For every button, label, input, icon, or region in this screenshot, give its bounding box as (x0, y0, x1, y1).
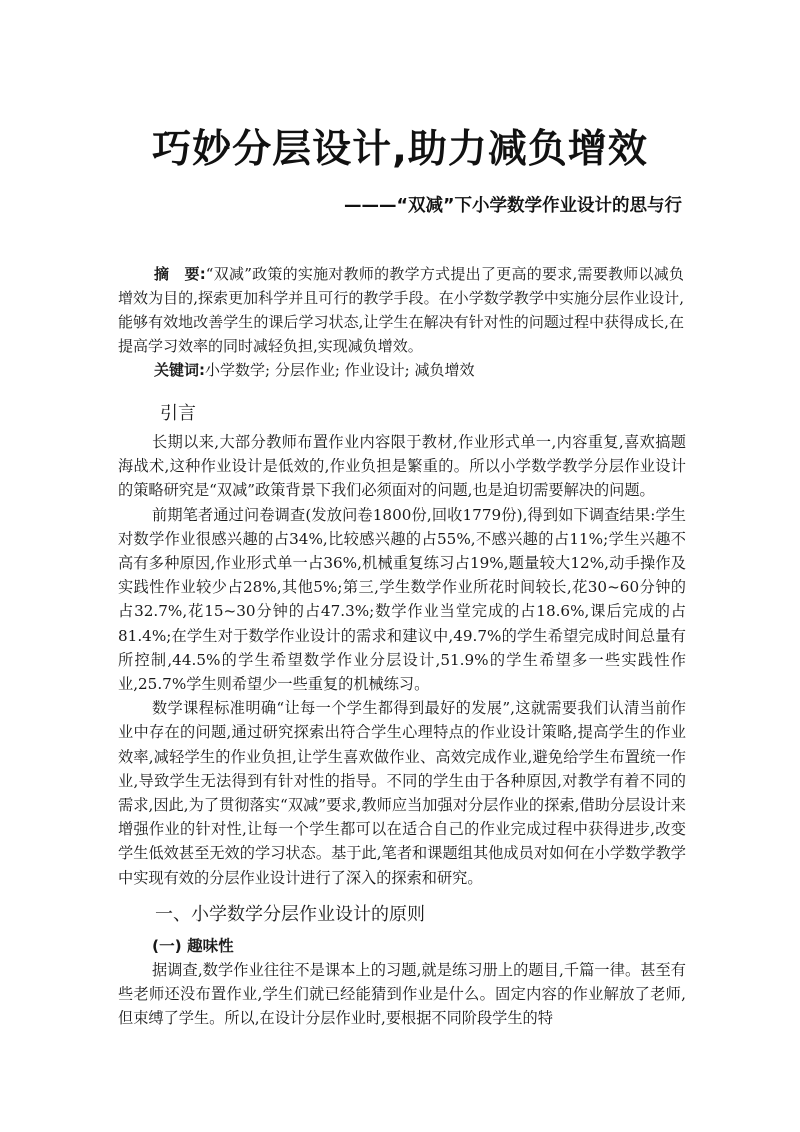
keywords-line (118, 358, 684, 382)
abstract-text: “双减”政策的实施对教师的教学方式提出了更高的要求,需要教师以减负增效为目的,探索更加科学并且可行的教学手段。在小学数学教学中实施分层作业设计,能够有效地改善学生的课后学习状态,让学生在解决有针对性的问题过程中获得成长,在提高学习效率的同时减轻负担,实现减负增效。 (118, 265, 685, 355)
subsection-1-heading: (一) 趣味性 (152, 937, 234, 955)
intro-heading: 引言 (160, 403, 196, 424)
section-1-paragraph-1: 据调查,数学作业往往不是课本上的习题,就是练习册上的题目,千篇一律。甚至有些老师还没布置作业,学生们就已经能猜到作业是什么。固定内容的作业解放了老师,但束缚了学生。所以,在设计分层作业时,要根据不同阶段学生的特 (118, 961, 686, 1028)
intro-body (118, 430, 686, 890)
paper-subtitle: ———“双减”下小学数学作业设计的思与行 (343, 196, 682, 216)
abstract-block (118, 262, 684, 382)
keywords-label: 关键词: (154, 361, 205, 379)
abstract-paragraph (118, 262, 684, 358)
section-1-heading: 一、小学数学分层作业设计的原则 (155, 904, 425, 925)
paper-title: 巧妙分层设计,助力减负增效 (152, 127, 648, 172)
intro-paragraph-1: 长期以来,大部分教师布置作业内容限于教材,作业形式单一,内容重复,喜欢搞题海战术,这种作业设计是低效的,作业负担是繁重的。所以小学数学教学分层作业设计的策略研究是“双减”政策背景下我们必须面对的问题,也是迫切需要解决的问题。 (118, 433, 686, 500)
abstract-label: 摘 要: (154, 265, 206, 283)
intro-paragraph-3: 数学课程标准明确“让每一个学生都得到最好的发展”,这就需要我们认清当前作业中存在的问题,通过研究探索出符合学生心理特点的作业设计策略,提高学生的作业效率,减轻学生的作业负担,让学生喜欢做作业、高效完成作业,避免给学生布置统一作业,导致学生无法得到有针对性的指导。不同的学生由于各种原因,对教学有着不同的需求,因此,为了贯彻落实“双减”要求,教师应当加强对分层作业的探索,借助分层设计来增强作业的针对性,让每一个学生都可以在适合自己的作业完成过程中获得进步,改变学生低效甚至无效的学习状态。基于此,笔者和课题组其他成员对如何在小学数学教学中实现有效的分层作业设计进行了深入的探索和研究。 (118, 699, 686, 887)
intro-paragraph-2: 前期笔者通过问卷调查(发放问卷1800份,回收1779份),得到如下调查结果:学生对数学作业很感兴趣的占34%,比较感兴趣的占55%,不感兴趣的占11%;学生兴趣不高有多种原因,作业形式单一占36%,机械重复练习占19%,题量较大12%,动手操作及实践性作业较少占28%,其他5%;第三,学生数学作业所花时间较长,花30~60分钟的占32.7%,花15~30分钟的占47.3%;数学作业当堂完成的占18.6%,课后完成的占81.4%;在学生对于数学作业设计的需求和建议中,49.7%的学生希望完成时间总量有所控制,44.5%的学生希望数学作业分层设计,51.9%的学生希望多一些实践性作业,25.7%学生则希望少一些重复的机械练习。 (118, 505, 686, 694)
section-1-body (118, 958, 686, 1031)
keywords-text: 小学数学; 分层作业; 作业设计; 减负增效 (205, 361, 475, 379)
